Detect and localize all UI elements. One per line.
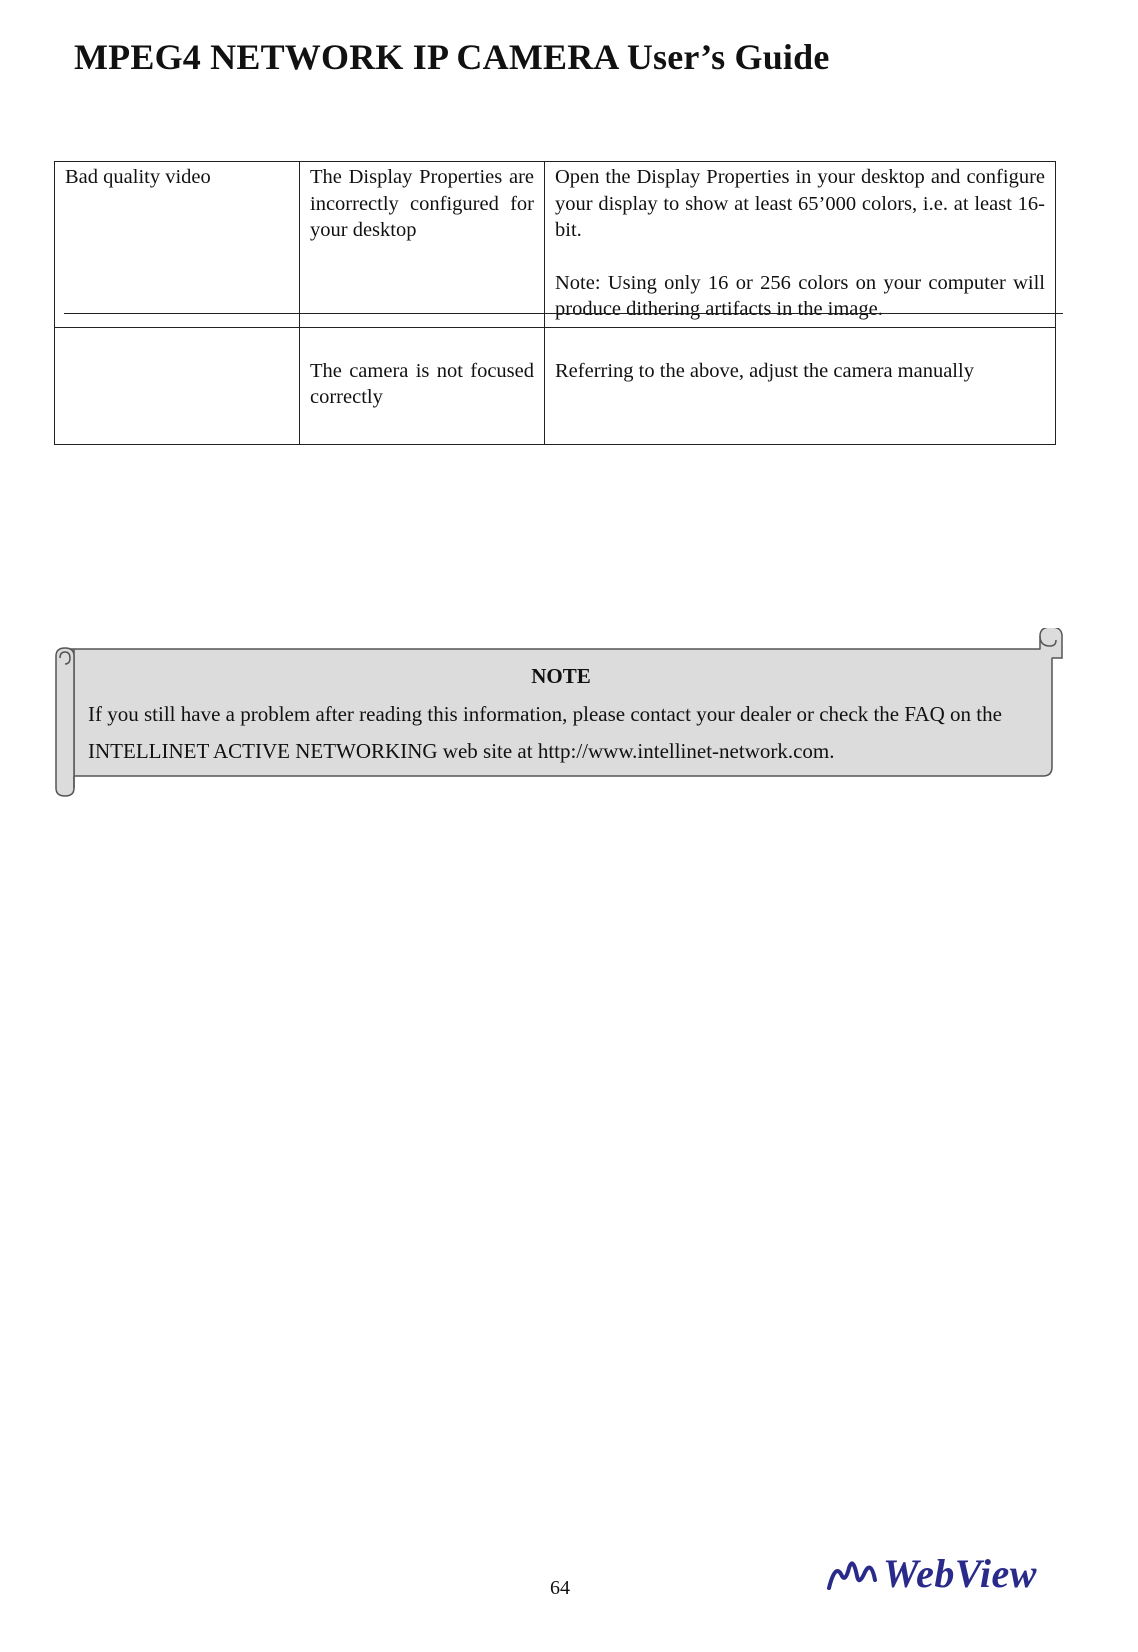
brand-name: WebView [883, 1551, 1037, 1596]
solution-cell: Referring to the above, adjust the camera manually [545, 327, 1056, 444]
row-divider [64, 313, 1063, 314]
table-row [55, 162, 1056, 328]
note-text: If you still have a problem after reading this information, please contact your dealer or check the FAQ on the INTELLINET ACTIVE NETWORKING web site at http://www.intellinet-network.com. [88, 702, 1002, 763]
solution-note: Note: Using only 16 or 256 colors on your computer will produce dithering artifacts in the image. [555, 271, 1045, 320]
page-title: MPEG4 NETWORK IP CAMERA User’s Guide [74, 37, 830, 77]
problem-cell: Bad quality video [55, 162, 300, 328]
troubleshooting-table [54, 161, 1056, 445]
table-row [55, 327, 1056, 444]
note-box [50, 628, 1090, 806]
webview-logo [825, 1548, 1045, 1602]
solution-text: Open the Display Properties in your desktop and configure your display to show at least 65’000 colors, i.e. at least 16-bit. [555, 166, 1045, 241]
problem-cell [55, 327, 300, 444]
webview-wave-icon [825, 1554, 887, 1598]
cause-cell: The camera is not focused correctly [300, 327, 545, 444]
cause-cell: The Display Properties are incorrectly configured for your desktop [300, 162, 545, 328]
solution-cell [545, 162, 1056, 328]
page-number: 64 [550, 1577, 570, 1599]
note-heading: NOTE [531, 664, 591, 688]
